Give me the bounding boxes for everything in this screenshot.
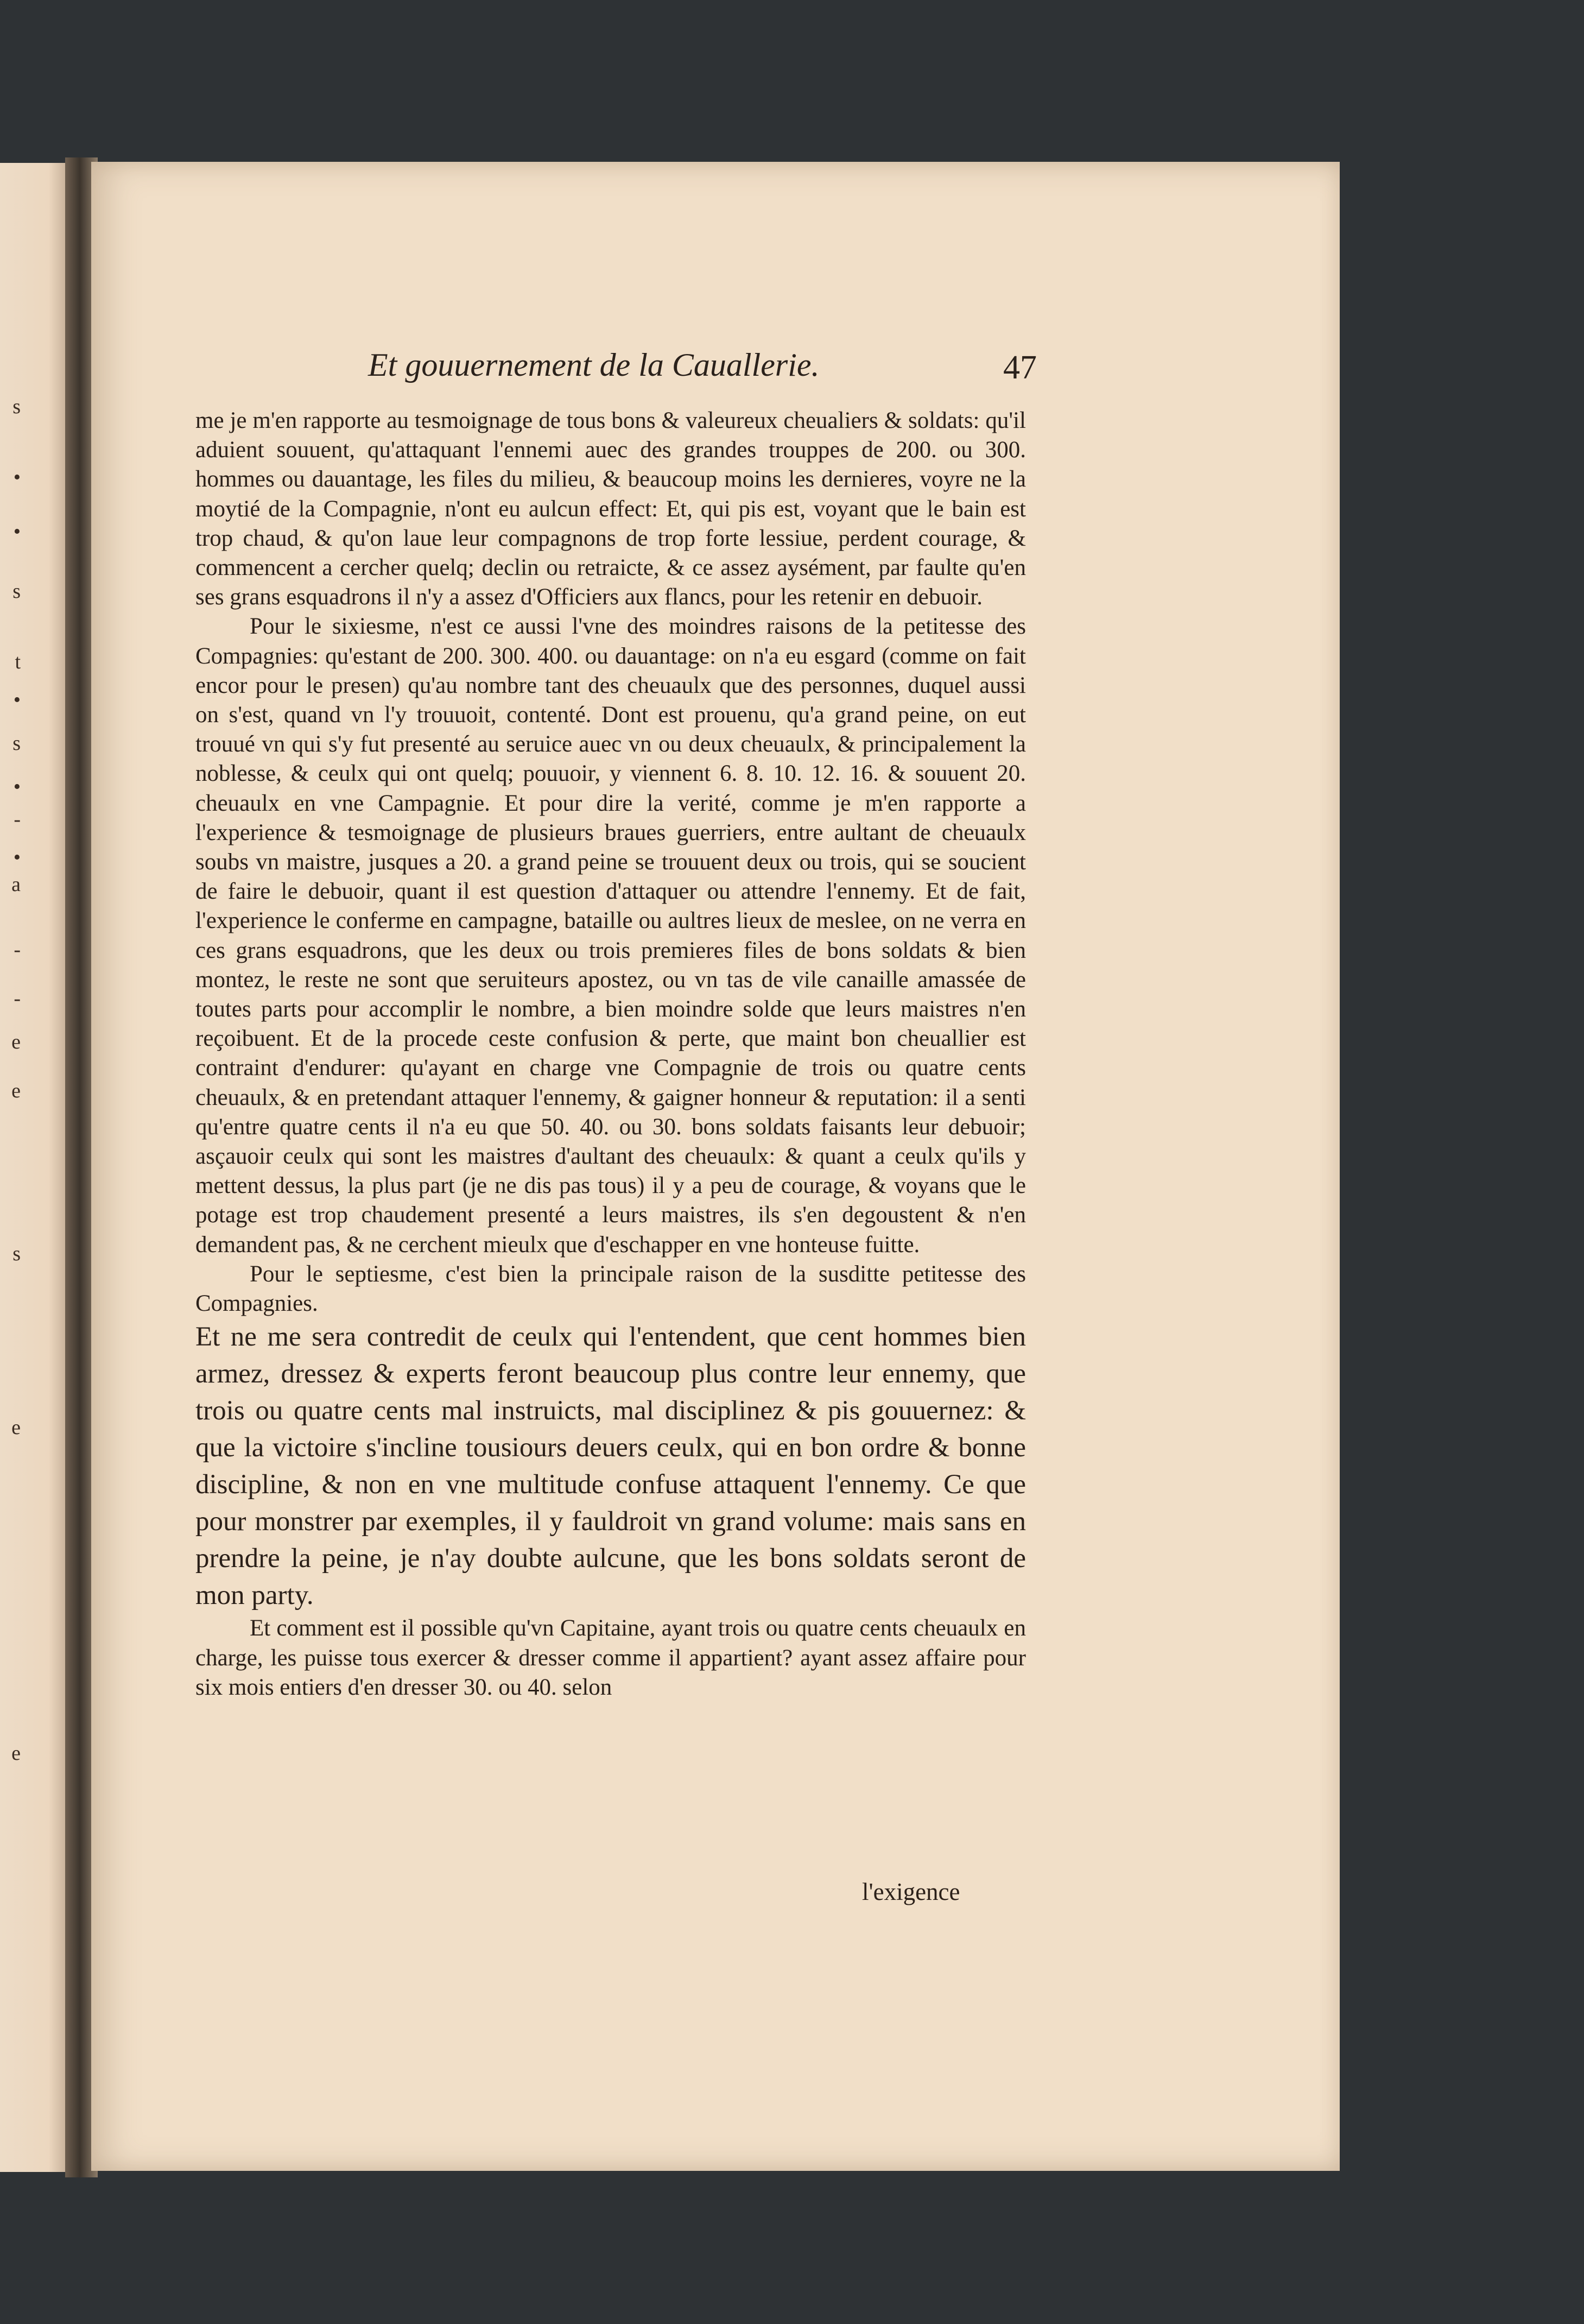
prev-fragment: e [11, 1079, 21, 1102]
paragraph-seventh-reason: Pour le septiesme, c'est bien la principale raison de la susditte petitesse des Compagnies. [195, 1261, 1026, 1317]
prev-fragment: • [13, 520, 21, 543]
prev-fragment: - [14, 987, 21, 1010]
prev-fragment: • [13, 689, 21, 711]
prev-fragment: - [14, 938, 21, 961]
prev-fragment: a [11, 873, 21, 896]
prev-fragment: - [14, 808, 21, 831]
body-text [195, 406, 1026, 1702]
page-content [91, 162, 1340, 2171]
prev-fragment: • [13, 846, 21, 869]
prev-fragment: s [12, 580, 21, 603]
running-head [368, 346, 1128, 384]
catchword: l'exigence [862, 1878, 960, 1905]
prev-fragment: s [12, 732, 21, 755]
prev-fragment: s [12, 1242, 21, 1265]
page-number: 47 [1003, 349, 1037, 386]
prev-fragment: • [13, 466, 21, 489]
prev-fragment: t [15, 651, 21, 673]
book-page [91, 162, 1340, 2171]
prev-fragment: e [11, 1742, 21, 1765]
paragraph-sixth-reason: Pour le sixiesme, n'est ce aussi l'vne des moindres raisons de la petitesse des Compagnies: qu'estant de 200. 300. 400. ou dauantage: on n'a eu esgard (comme on fait encor pour le presen) qu'au nombre tant des cheuaulx que des personnes, duquel aussi on s'est, quand vn l'y trouuoit, contenté. Dont est prouenu, qu'a grand peine, on eut trouué vn qui s'y fut presenté au seruice auec vn ou deux cheuaulx, & principalement la noblesse, & ceulx qui ont quelq; pouuoir, y viennent 6. 8. 10. 12. 16. & souuent 20. cheuaulx en vne Campagnie. Et pour dire la verité, comme je m'en rapporte a l'experience & tesmoignage de plusieurs braues guerriers, entre aultant de cheuaulx soubs vn maistre, jusques a 20. a grand peine se trouuent deux ou trois, qui se soucient de faire le debuoir, quant il est question d'attaquer ou attendre l'ennemy. Et de fait, l'experience le conferme en campagne, bataille ou aultres lieux de meslee, on ne verra en ces grans esquadrons, que les deux ou trois premieres files de bons soldats & bien montez, le reste ne sont que seruiteurs apostez, ou vn tas de vile canaille amassée de toutes parts pour accomplir le nombre, a bien moindre solde que leurs maistres n'en reçoibuent. Et de la procede ceste confusion & perte, que maint bon cheuallier est contraint d'endurer: qu'ayant en charge vne Compagnie de trois ou quatre cents cheuaulx, & en pretendant attaquer l'ennemy, & gaigner honneur & reputation: il a senti qu'entre quatre cents il n'a eu que 50. 40. ou 30. bons soldats faisants leur debuoir; asçauoir ceulx qui sont les maistres d'aultant des cheuaulx: & quant a ceulx qu'ils y mettent dessus, la plus part (je ne dis pas tous) il y a peu de courage, & voyans que le potage est trop chaudement presenté a leurs maistres, ils s'en degoustent & n'en demandent pas, & ne cerchent mieulx que d'eschapper en vne honteuse fuitte. [195, 614, 1026, 1258]
prev-fragment: e [11, 1031, 21, 1053]
paragraph-final: Et comment est il possible qu'vn Capitaine, ayant trois ou quatre cents cheuaulx en charge, les puisse tous exercer & dresser comme il appartient? ayant assez affaire pour six mois entiers d'en dresser 30. ou 40. selon [195, 1615, 1026, 1700]
prev-fragment: s [12, 395, 21, 418]
prev-fragment: e [11, 1416, 21, 1439]
prev-fragment: • [13, 775, 21, 798]
paragraph-large-type: Et ne me sera contredit de ceulx qui l'entendent, que cent hommes bien armez, dressez & experts feront beaucoup plus contre leur ennemy, que trois ou quatre cents mal instruicts, mal disciplinez & pis gouuernez: & que la victoire s'incline tousiours deuers ceulx, qui en bon ordre & bonne discipline, & non en vne multitude confuse attaquent l'ennemy. Ce que pour monstrer par exemples, il y fauldroit vn grand volume: mais sans en prendre la peine, je n'ay doubte aulcune, que les bons soldats seront de mon party. [195, 1322, 1026, 1611]
running-head-title: Et gouuernement de la Cauallerie. [368, 347, 820, 383]
paragraph-continuation: me je m'en rapporte au tesmoignage de tous bons & valeureux cheualiers & soldats: qu'il aduient souuent, qu'attaquant l'ennemi auec des grandes trouppes de 200. ou 300. hommes ou dauantage, les files du milieu, & beaucoup moins les dernieres, voyre ne la moytié de la Compagnie, n'ont eu aulcun effect: Et, qui pis est, voyant que le bain est trop chaud, & qu'on laue leur compagnons de trop forte lessiue, perdent courage, & commencent a cercher quelq; declin ou retraicte, & ce assez aysément, par faulte qu'en ses grans esquadrons il n'y a assez d'Officiers aux flancs, pour les retenir en debuoir. [195, 408, 1026, 610]
